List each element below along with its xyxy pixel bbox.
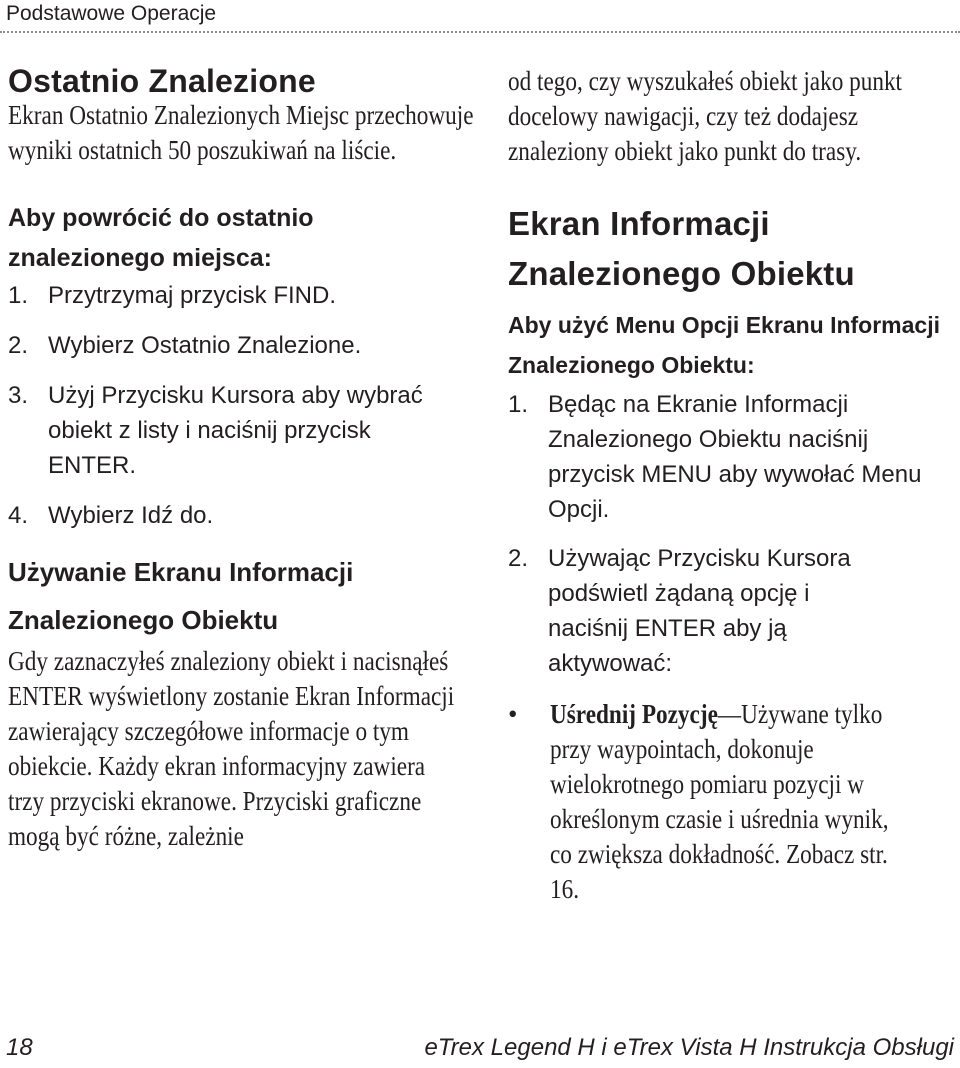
section-title-using-info-screen: Używanie Ekranu Informacji Znalezionego Obiektu bbox=[8, 557, 354, 635]
step-text: Przytrzymaj przycisk FIND. bbox=[48, 282, 336, 309]
info-screen-description: Gdy zaznaczyłeś znaleziony obiekt i nacisnąłeś ENTER wyświetlony zostanie Ekran Informacji zawierający szczegółowe informacje o tym obiekcie. Każdy ekran informacyjny zawiera trzy przyciski ekranowe. Przyciski graficzne mogą być różne, zależnie bbox=[8, 646, 455, 851]
step-number: 3. bbox=[8, 382, 29, 409]
step-text: Użyj Przycisku Kursora aby wybrać obiekt z listy i naciśnij przycisk ENTER. bbox=[48, 382, 423, 479]
continued-paragraph: od tego, czy wyszukałeś obiekt jako punkt docelowy nawigacji, czy też dodajesz znaleziony obiekt jako punkt do trasy. bbox=[508, 66, 903, 166]
list-item bbox=[508, 541, 958, 681]
section-title-info-screen: Ekran Informacji Znalezionego Obiektu bbox=[508, 205, 855, 292]
bullet-average-position bbox=[508, 697, 958, 907]
bullet-text: —Używane tylko przy waypointach, dokonuje wielokrotnego pomiaru pozycji w określonym czasie i uśrednia wynik, co zwiększa dokładność. Zobacz str. 16. bbox=[550, 699, 889, 904]
bullet-term: Uśrednij Pozycję bbox=[550, 699, 718, 729]
list-item bbox=[8, 498, 478, 533]
recently-found-description: Ekran Ostatnio Znalezionych Miejsc przechowuje wyniki ostatnich 50 poszukiwań na liście. bbox=[8, 100, 474, 165]
step-number: 2. bbox=[8, 332, 29, 359]
procedure-title-options-menu: Aby użyć Menu Opcji Ekranu Informacji Znalezionego Obiektu: bbox=[508, 312, 940, 378]
bullet-icon: • bbox=[508, 699, 518, 729]
steps-list-return bbox=[8, 278, 478, 533]
page-number: 18 bbox=[6, 1034, 33, 1061]
list-item bbox=[8, 378, 478, 483]
steps-list-options-menu bbox=[508, 387, 958, 681]
step-number: 4. bbox=[8, 502, 29, 529]
step-number: 1. bbox=[508, 391, 529, 418]
manual-title: eTrex Legend H i eTrex Vista H Instrukcja Obsługi bbox=[424, 1034, 954, 1061]
section-title-recently-found: Ostatnio Znalezione bbox=[8, 63, 316, 99]
list-item bbox=[508, 387, 958, 527]
step-text: Wybierz Idź do. bbox=[48, 502, 214, 529]
list-item bbox=[8, 278, 478, 313]
left-column bbox=[8, 58, 478, 854]
list-item bbox=[8, 328, 478, 363]
step-number: 1. bbox=[8, 282, 29, 309]
running-header: Podstawowe Operacje bbox=[6, 2, 217, 25]
header-divider bbox=[0, 31, 960, 33]
procedure-title-return: Aby powrócić do ostatnio znalezionego miejsca: bbox=[8, 204, 314, 272]
step-text: Używając Przycisku Kursora podświetl żądaną opcję i naciśnij ENTER aby ją aktywować: bbox=[548, 545, 851, 677]
step-text: Będąc na Ekranie Informacji Znalezionego Obiektu naciśnij przycisk MENU aby wywołać Menu Opcji. bbox=[548, 391, 922, 523]
step-text: Wybierz Ostatnio Znalezione. bbox=[48, 332, 362, 359]
step-number: 2. bbox=[508, 545, 529, 572]
right-column bbox=[508, 64, 958, 907]
